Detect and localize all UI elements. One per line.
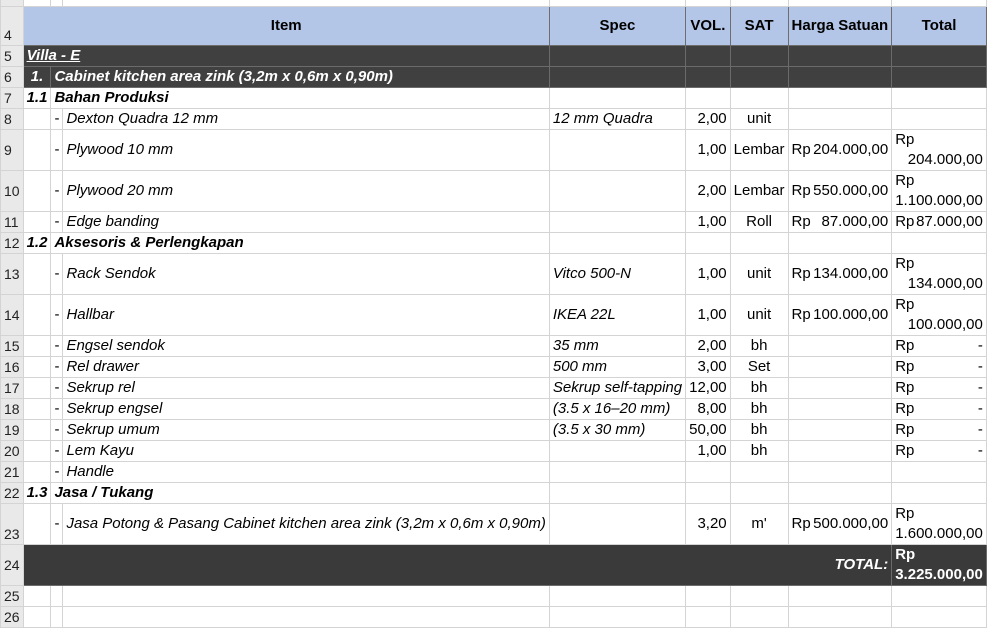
cell[interactable] — [51, 607, 63, 628]
item-total[interactable] — [892, 378, 987, 399]
item-total[interactable] — [892, 295, 987, 336]
row-header[interactable]: 23 — [1, 504, 24, 545]
cell[interactable] — [23, 420, 51, 441]
currency: Rp — [791, 213, 811, 230]
currency: Rp — [895, 131, 915, 148]
item-vol[interactable]: 2,00 — [686, 171, 731, 212]
table-row — [1, 336, 987, 357]
currency: Rp — [895, 255, 915, 272]
item-dash[interactable]: - — [51, 109, 63, 130]
cell[interactable] — [549, 233, 685, 254]
cell[interactable] — [23, 378, 51, 399]
item-sat[interactable]: bh — [730, 378, 788, 399]
row-header[interactable]: 20 — [1, 441, 24, 462]
cell[interactable] — [23, 462, 51, 483]
section-title[interactable]: Villa - E — [23, 46, 549, 67]
item-sat[interactable]: Lembar — [730, 130, 788, 171]
item-dash[interactable]: - — [51, 130, 63, 171]
row-header[interactable]: 11 — [1, 212, 24, 233]
item-name[interactable]: Dexton Quadra 12 mm — [63, 109, 549, 130]
item-vol[interactable]: 3,00 — [686, 357, 731, 378]
row-header[interactable]: 9 — [1, 130, 24, 171]
cell[interactable] — [686, 88, 731, 109]
item-name[interactable]: Lem Kayu — [63, 441, 549, 462]
row-header[interactable]: 6 — [1, 67, 24, 88]
cell[interactable] — [23, 336, 51, 357]
cell[interactable] — [23, 254, 51, 295]
total-value: 87.000,00 — [916, 213, 983, 230]
item-harga[interactable] — [788, 130, 892, 171]
item-sat[interactable]: Roll — [730, 212, 788, 233]
item-spec[interactable] — [549, 462, 685, 483]
table-row — [1, 378, 987, 399]
currency: Rp — [895, 358, 915, 375]
row-header[interactable]: 18 — [1, 399, 24, 420]
cell[interactable] — [892, 88, 987, 109]
item-sat[interactable]: bh — [730, 336, 788, 357]
row-header[interactable]: 22 — [1, 483, 24, 504]
row-header[interactable]: 17 — [1, 378, 24, 399]
item-spec[interactable]: (3.5 x 16–20 mm) — [549, 399, 685, 420]
currency: Rp — [895, 296, 915, 313]
item-dash[interactable]: - — [51, 462, 63, 483]
table-row — [1, 441, 987, 462]
cell[interactable] — [892, 607, 987, 628]
group-number[interactable]: 1.3 — [23, 483, 51, 504]
cell[interactable] — [892, 483, 987, 504]
total-value: - — [977, 337, 983, 354]
row-header[interactable]: 16 — [1, 357, 24, 378]
item-vol[interactable]: 1,00 — [686, 130, 731, 171]
item-total[interactable] — [892, 399, 987, 420]
header-sat[interactable]: SAT — [730, 7, 788, 46]
item-name[interactable]: Edge banding — [63, 212, 549, 233]
header-harga-satuan[interactable]: Harga Satuan — [788, 7, 892, 46]
item-name[interactable]: Handle — [63, 462, 549, 483]
row-header[interactable]: 24 — [1, 545, 24, 586]
table-row — [1, 399, 987, 420]
table-row — [1, 357, 987, 378]
item-dash[interactable]: - — [51, 212, 63, 233]
item-name[interactable]: Hallbar — [63, 295, 549, 336]
item-total[interactable] — [892, 504, 987, 545]
currency: Rp — [791, 141, 811, 158]
group-row — [1, 483, 987, 504]
total-value: 204.000,00 — [907, 151, 983, 168]
item-spec[interactable] — [549, 212, 685, 233]
cell[interactable] — [549, 46, 685, 67]
item-sat[interactable]: bh — [730, 399, 788, 420]
item-total[interactable] — [892, 336, 987, 357]
item-sat[interactable]: unit — [730, 295, 788, 336]
cell[interactable] — [23, 212, 51, 233]
cell[interactable] — [549, 586, 685, 607]
table-row — [1, 295, 987, 336]
currency: Rp — [895, 546, 916, 563]
item-harga[interactable] — [788, 254, 892, 295]
group-row — [1, 88, 987, 109]
item-title[interactable]: Cabinet kitchen area zink (3,2m x 0,6m x 0,90m) — [51, 67, 549, 88]
cell[interactable] — [686, 46, 731, 67]
item-total[interactable] — [892, 420, 987, 441]
total-value: - — [977, 421, 983, 438]
cell[interactable] — [23, 109, 51, 130]
item-vol[interactable]: 2,00 — [686, 336, 731, 357]
header-vol[interactable]: VOL. — [686, 7, 731, 46]
cell[interactable] — [730, 607, 788, 628]
currency: Rp — [895, 172, 915, 189]
total-value: - — [977, 442, 983, 459]
total-value: 1.600.000,00 — [895, 525, 983, 542]
table-row — [1, 109, 987, 130]
item-harga[interactable] — [788, 171, 892, 212]
cell[interactable] — [549, 607, 685, 628]
item-name[interactable]: Rel drawer — [63, 357, 549, 378]
cell[interactable] — [788, 586, 892, 607]
item-dash[interactable]: - — [51, 171, 63, 212]
cell[interactable] — [892, 586, 987, 607]
item-sat[interactable]: bh — [730, 420, 788, 441]
cell[interactable] — [788, 607, 892, 628]
grand-total[interactable] — [892, 545, 987, 586]
item-harga[interactable] — [788, 399, 892, 420]
cell[interactable] — [23, 607, 51, 628]
item-vol[interactable]: 50,00 — [686, 420, 731, 441]
cell[interactable] — [788, 46, 892, 67]
currency: Rp — [895, 337, 915, 354]
item-spec[interactable] — [549, 504, 685, 545]
cell[interactable] — [788, 483, 892, 504]
header-spec[interactable]: Spec — [549, 7, 685, 46]
empty-row — [1, 607, 987, 628]
harga-value: 134.000,00 — [813, 265, 889, 282]
item-total[interactable] — [892, 171, 987, 212]
item-total[interactable] — [892, 254, 987, 295]
row-header[interactable]: 26 — [1, 607, 24, 628]
currency: Rp — [895, 505, 915, 522]
item-total[interactable] — [892, 462, 987, 483]
row-header[interactable]: 14 — [1, 295, 24, 336]
item-spec[interactable] — [549, 441, 685, 462]
cell[interactable] — [549, 483, 685, 504]
item-harga[interactable] — [788, 357, 892, 378]
item-spec[interactable]: (3.5 x 30 mm) — [549, 420, 685, 441]
currency: Rp — [895, 213, 915, 230]
row-header[interactable]: 21 — [1, 462, 24, 483]
item-sat[interactable]: Lembar — [730, 171, 788, 212]
row-header[interactable]: 5 — [1, 46, 24, 67]
item-harga[interactable] — [788, 420, 892, 441]
item-sat[interactable]: unit — [730, 254, 788, 295]
currency: Rp — [791, 182, 811, 199]
cell[interactable] — [686, 483, 731, 504]
item-spec[interactable]: Sekrup self-tapping — [549, 378, 685, 399]
cell[interactable] — [63, 607, 549, 628]
total-value: 1.100.000,00 — [895, 192, 983, 209]
table-row — [1, 420, 987, 441]
cell[interactable] — [549, 67, 685, 88]
cell[interactable] — [23, 295, 51, 336]
cell[interactable] — [686, 607, 731, 628]
item-name[interactable]: Plywood 10 mm — [63, 130, 549, 171]
item-harga[interactable] — [788, 504, 892, 545]
row-header[interactable]: 25 — [1, 586, 24, 607]
item-spec[interactable]: IKEA 22L — [549, 295, 685, 336]
item-dash[interactable]: - — [51, 295, 63, 336]
item-sat[interactable]: m' — [730, 504, 788, 545]
item-dash[interactable]: - — [51, 336, 63, 357]
empty-row — [1, 586, 987, 607]
item-name[interactable]: Sekrup rel — [63, 378, 549, 399]
table-header-row — [1, 7, 987, 46]
harga-value: 550.000,00 — [813, 182, 889, 199]
row-header[interactable]: 8 — [1, 109, 24, 130]
cell[interactable] — [730, 88, 788, 109]
cell[interactable] — [23, 586, 51, 607]
currency: Rp — [895, 442, 915, 459]
item-name[interactable]: Rack Sendok — [63, 254, 549, 295]
harga-value: 500.000,00 — [813, 515, 889, 532]
item-spec[interactable]: 12 mm Quadra — [549, 109, 685, 130]
cell[interactable] — [730, 586, 788, 607]
item-name[interactable]: Engsel sendok — [63, 336, 549, 357]
total-label[interactable]: TOTAL: — [23, 545, 892, 586]
row-header[interactable]: 10 — [1, 171, 24, 212]
cell[interactable] — [549, 88, 685, 109]
currency: Rp — [895, 400, 915, 417]
group-number[interactable]: 1.1 — [23, 88, 51, 109]
item-dash[interactable]: - — [51, 357, 63, 378]
table-row — [1, 130, 987, 171]
section-row — [1, 46, 987, 67]
harga-value: 87.000,00 — [821, 213, 889, 230]
total-value: - — [977, 400, 983, 417]
item-spec[interactable]: Vitco 500-N — [549, 254, 685, 295]
item-dash[interactable]: - — [51, 504, 63, 545]
harga-value: 100.000,00 — [813, 306, 889, 323]
item-dash[interactable]: - — [51, 399, 63, 420]
item-total[interactable] — [892, 441, 987, 462]
item-name[interactable]: Sekrup engsel — [63, 399, 549, 420]
item-dash[interactable]: - — [51, 254, 63, 295]
currency: Rp — [791, 265, 811, 282]
table-row — [1, 462, 987, 483]
item-name[interactable]: Jasa Potong & Pasang Cabinet kitchen area zink (3,2m x 0,6m x 0,90m) — [63, 504, 549, 545]
item-sat[interactable]: bh — [730, 441, 788, 462]
item-sat[interactable] — [730, 462, 788, 483]
row-header[interactable]: 7 — [1, 88, 24, 109]
cell[interactable] — [892, 46, 987, 67]
item-vol[interactable]: 1,00 — [686, 212, 731, 233]
item-harga[interactable] — [788, 295, 892, 336]
item-harga[interactable] — [788, 336, 892, 357]
row-header[interactable]: 13 — [1, 254, 24, 295]
item-name[interactable]: Plywood 20 mm — [63, 171, 549, 212]
item-vol[interactable]: 2,00 — [686, 109, 731, 130]
table-row — [1, 171, 987, 212]
group-title[interactable]: Jasa / Tukang — [51, 483, 549, 504]
currency: Rp — [791, 306, 811, 323]
item-total[interactable] — [892, 109, 987, 130]
header-total[interactable]: Total — [892, 7, 987, 46]
table-row — [1, 254, 987, 295]
cell[interactable] — [730, 483, 788, 504]
item-spec[interactable]: 500 mm — [549, 357, 685, 378]
item-vol[interactable]: 12,00 — [686, 378, 731, 399]
cell[interactable] — [730, 67, 788, 88]
cell[interactable] — [23, 399, 51, 420]
cell[interactable] — [23, 357, 51, 378]
item-vol[interactable]: 1,00 — [686, 295, 731, 336]
group-title[interactable]: Bahan Produksi — [51, 88, 549, 109]
item-vol[interactable]: 1,00 — [686, 254, 731, 295]
currency: Rp — [895, 421, 915, 438]
harga-value: 204.000,00 — [813, 141, 889, 158]
item-spec[interactable] — [549, 130, 685, 171]
item-row — [1, 67, 987, 88]
row-header[interactable]: 4 — [1, 7, 24, 46]
total-value: - — [977, 358, 983, 375]
item-vol[interactable]: 8,00 — [686, 399, 731, 420]
header-item[interactable]: Item — [23, 7, 549, 46]
grand-total-value: 3.225.000,00 — [895, 566, 983, 583]
group-number[interactable]: 1.2 — [23, 233, 51, 254]
item-harga[interactable] — [788, 378, 892, 399]
total-row — [1, 545, 987, 586]
item-spec[interactable] — [549, 171, 685, 212]
row-header[interactable]: 19 — [1, 420, 24, 441]
cell[interactable] — [686, 67, 731, 88]
item-total[interactable] — [892, 212, 987, 233]
item-total[interactable] — [892, 357, 987, 378]
item-dash[interactable]: - — [51, 420, 63, 441]
item-spec[interactable]: 35 mm — [549, 336, 685, 357]
item-vol[interactable]: 1,00 — [686, 441, 731, 462]
cell[interactable] — [23, 171, 51, 212]
item-vol[interactable]: 3,20 — [686, 504, 731, 545]
item-sat[interactable]: unit — [730, 109, 788, 130]
item-number[interactable]: 1. — [23, 67, 51, 88]
cell[interactable] — [788, 88, 892, 109]
cell[interactable] — [23, 130, 51, 171]
item-dash[interactable]: - — [51, 378, 63, 399]
total-value: 134.000,00 — [907, 275, 983, 292]
cell[interactable] — [730, 46, 788, 67]
cell[interactable] — [892, 233, 987, 254]
total-value: - — [977, 379, 983, 396]
cell[interactable] — [23, 441, 51, 462]
total-value: 100.000,00 — [907, 316, 983, 333]
cell[interactable] — [51, 586, 63, 607]
group-title[interactable]: Aksesoris & Perlengkapan — [51, 233, 549, 254]
row-header[interactable]: 12 — [1, 233, 24, 254]
table-row — [1, 212, 987, 233]
item-harga[interactable] — [788, 109, 892, 130]
item-total[interactable] — [892, 130, 987, 171]
currency: Rp — [895, 379, 915, 396]
cell[interactable] — [892, 67, 987, 88]
item-vol[interactable] — [686, 462, 731, 483]
cell[interactable] — [63, 586, 549, 607]
cell[interactable] — [686, 586, 731, 607]
cell[interactable] — [788, 67, 892, 88]
cell[interactable] — [730, 233, 788, 254]
table-row — [1, 504, 987, 545]
currency: Rp — [791, 515, 811, 532]
item-name[interactable]: Sekrup umum — [63, 420, 549, 441]
cell[interactable] — [686, 233, 731, 254]
item-harga[interactable] — [788, 462, 892, 483]
cell[interactable] — [788, 233, 892, 254]
cell[interactable] — [23, 504, 51, 545]
group-row — [1, 233, 987, 254]
item-dash[interactable]: - — [51, 441, 63, 462]
item-sat[interactable]: Set — [730, 357, 788, 378]
item-harga[interactable] — [788, 441, 892, 462]
item-harga[interactable] — [788, 212, 892, 233]
row-header[interactable]: 15 — [1, 336, 24, 357]
